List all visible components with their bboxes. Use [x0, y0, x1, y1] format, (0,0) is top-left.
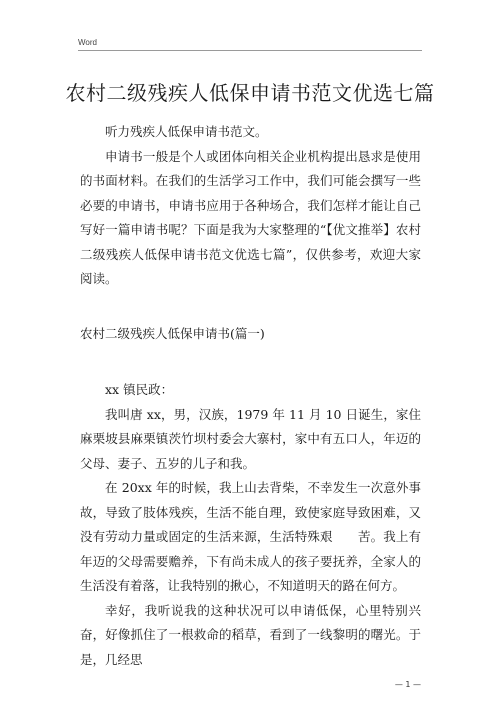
page-number: — 1 —	[394, 680, 421, 689]
body-paragraph: 在 20xx 年的时候，我上山去背柴，不幸发生一次意外事故，导致了肢体残疾，生活不能自理，致使家庭导致困难，又没有劳动力量或固定的生活来源，生活特殊艰 苦。我上有年迈的父母需要赡养，下有尚未成人的孩子要抚养，全家人的生活没有着落，让我特别的揪心，不知道明天的路在何方。	[80, 480, 421, 593]
document-title: 农村二级残疾人低保申请书范文优选七篇	[65, 81, 435, 105]
header-label: Word	[78, 38, 97, 47]
intro-paragraph: 听力残疾人低保申请书范文。	[105, 124, 268, 139]
body-paragraph: 我叫唐 xx，男，汉族，1979 年 11 月 10 日诞生，家住麻栗坡县麻栗镇茨竹坝村委会大寨村，家中有五口人，年迈的父母、妻子、五岁的儿子和我。	[80, 406, 421, 471]
salutation: xx 镇民政：	[105, 382, 174, 397]
section-heading: 农村二级残疾人低保申请书(篇一)	[80, 325, 265, 341]
header-divider	[78, 50, 422, 51]
description-paragraph: 申请书一般是个人或团体向相关企业机构提出恳求是使用的书面材料。在我们的生活学习工作中，我们可能会撰写一些必要的申请书，申请书应用于各种场合，我们怎样才能让自己写好一篇申请书呢？下面是我为大家整理的“【优文推举】农村二级残疾人低保申请书范文优选七篇”，仅供参考，欢迎大家阅读。	[80, 148, 421, 286]
document-body	[80, 120, 421, 672]
body-paragraph: 幸好，我听说我的这种状况可以申请低保，心里特别兴奋，好像抓住了一根救命的稻草，看到了一线黎明的曙光。于是，几经思	[80, 602, 421, 667]
